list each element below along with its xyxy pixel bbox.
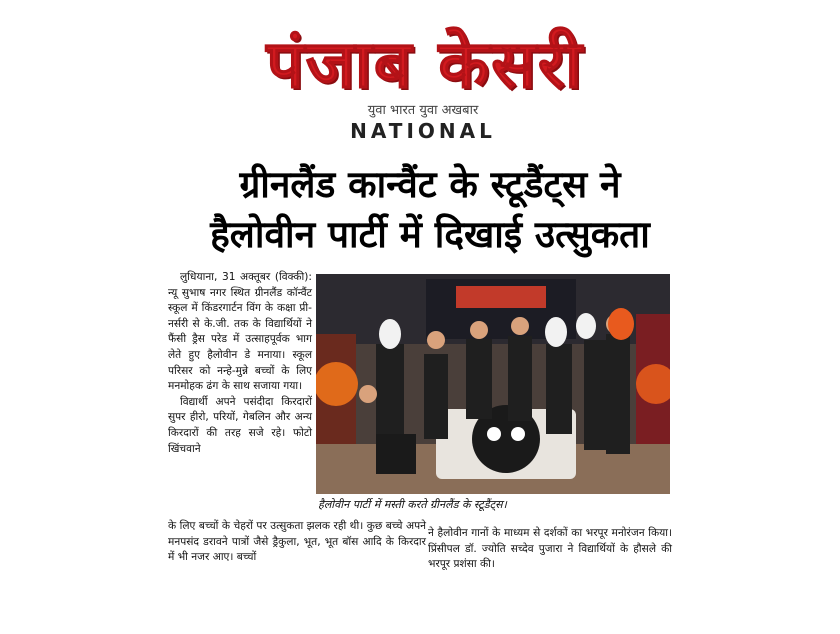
article-paragraph-2-start: विद्यार्थी अपने पसंदीदा किरदारों सुपर हीरो, परियों, गेबलिन और अन्य किरदारों की तरह सजे रहे। फोटो खिंचवाने: [168, 395, 312, 455]
article-headline: [150, 160, 710, 260]
newspaper-masthead: [180, 28, 670, 102]
headline-line-1: ग्रीनलैंड कान्वैंट के स्टूडैंट्स ने: [239, 163, 621, 206]
article-paragraph-1: लुधियाना, 31 अक्तूबर (विक्की): न्यू सुभाष नगर स्थित ग्रीनलैंड कॉन्वैंट स्कूल में किंडरगार्टन विंग के कक्षा प्री-नर्सरी से के.जी. तक के विद्यार्थियों ने फैंसी ड्रैस परेड में उत्साहपूर्वक भाग लेते हुए हैलोवीन डे मनाया। स्कूल परिसर को नन्हे-मुन्ने बच्चों के लिए मनमोहक ढंग के साथ सजाया गया।: [168, 271, 312, 393]
edition-label: NATIONAL: [350, 119, 496, 143]
article-paragraph-2-continued: के लिए बच्चों के चेहरों पर उत्सुकता झलक रही थी। कुछ बच्चे अपने मनपसंद डरावने पात्रों जैसे ड्रैकुला, भूत, भूत बॉस आदि के किरदार में भी नजर आए। बच्चों: [168, 520, 426, 564]
photo-caption: हैलोवीन पार्टी में मस्ती करते ग्रीनलैंड के स्टूडैंट्स।: [318, 498, 507, 511]
newspaper-logo: पंजाब केसरी: [266, 26, 584, 103]
article-paragraph-3: ने हैलोवीन गानों के माध्यम से दर्शकों का भरपूर मनोरंजन किया। प्रिंसीपल डॉ. ज्योति सच्देव पुजारा ने विद्यार्थियों के हौसले की भरपूर प्रशंसा की।: [428, 527, 672, 571]
halloween-party-photo: [316, 274, 670, 494]
article-photo: [316, 274, 670, 494]
article-column-left: [168, 270, 312, 457]
newspaper-tagline: युवा भारत युवा अखबार: [367, 103, 479, 118]
headline-line-2: हैलोवीन पार्टी में दिखाई उत्सुकता: [210, 213, 650, 256]
article-column-bottom-right: [428, 526, 672, 573]
article-column-bottom-left: [168, 519, 426, 566]
